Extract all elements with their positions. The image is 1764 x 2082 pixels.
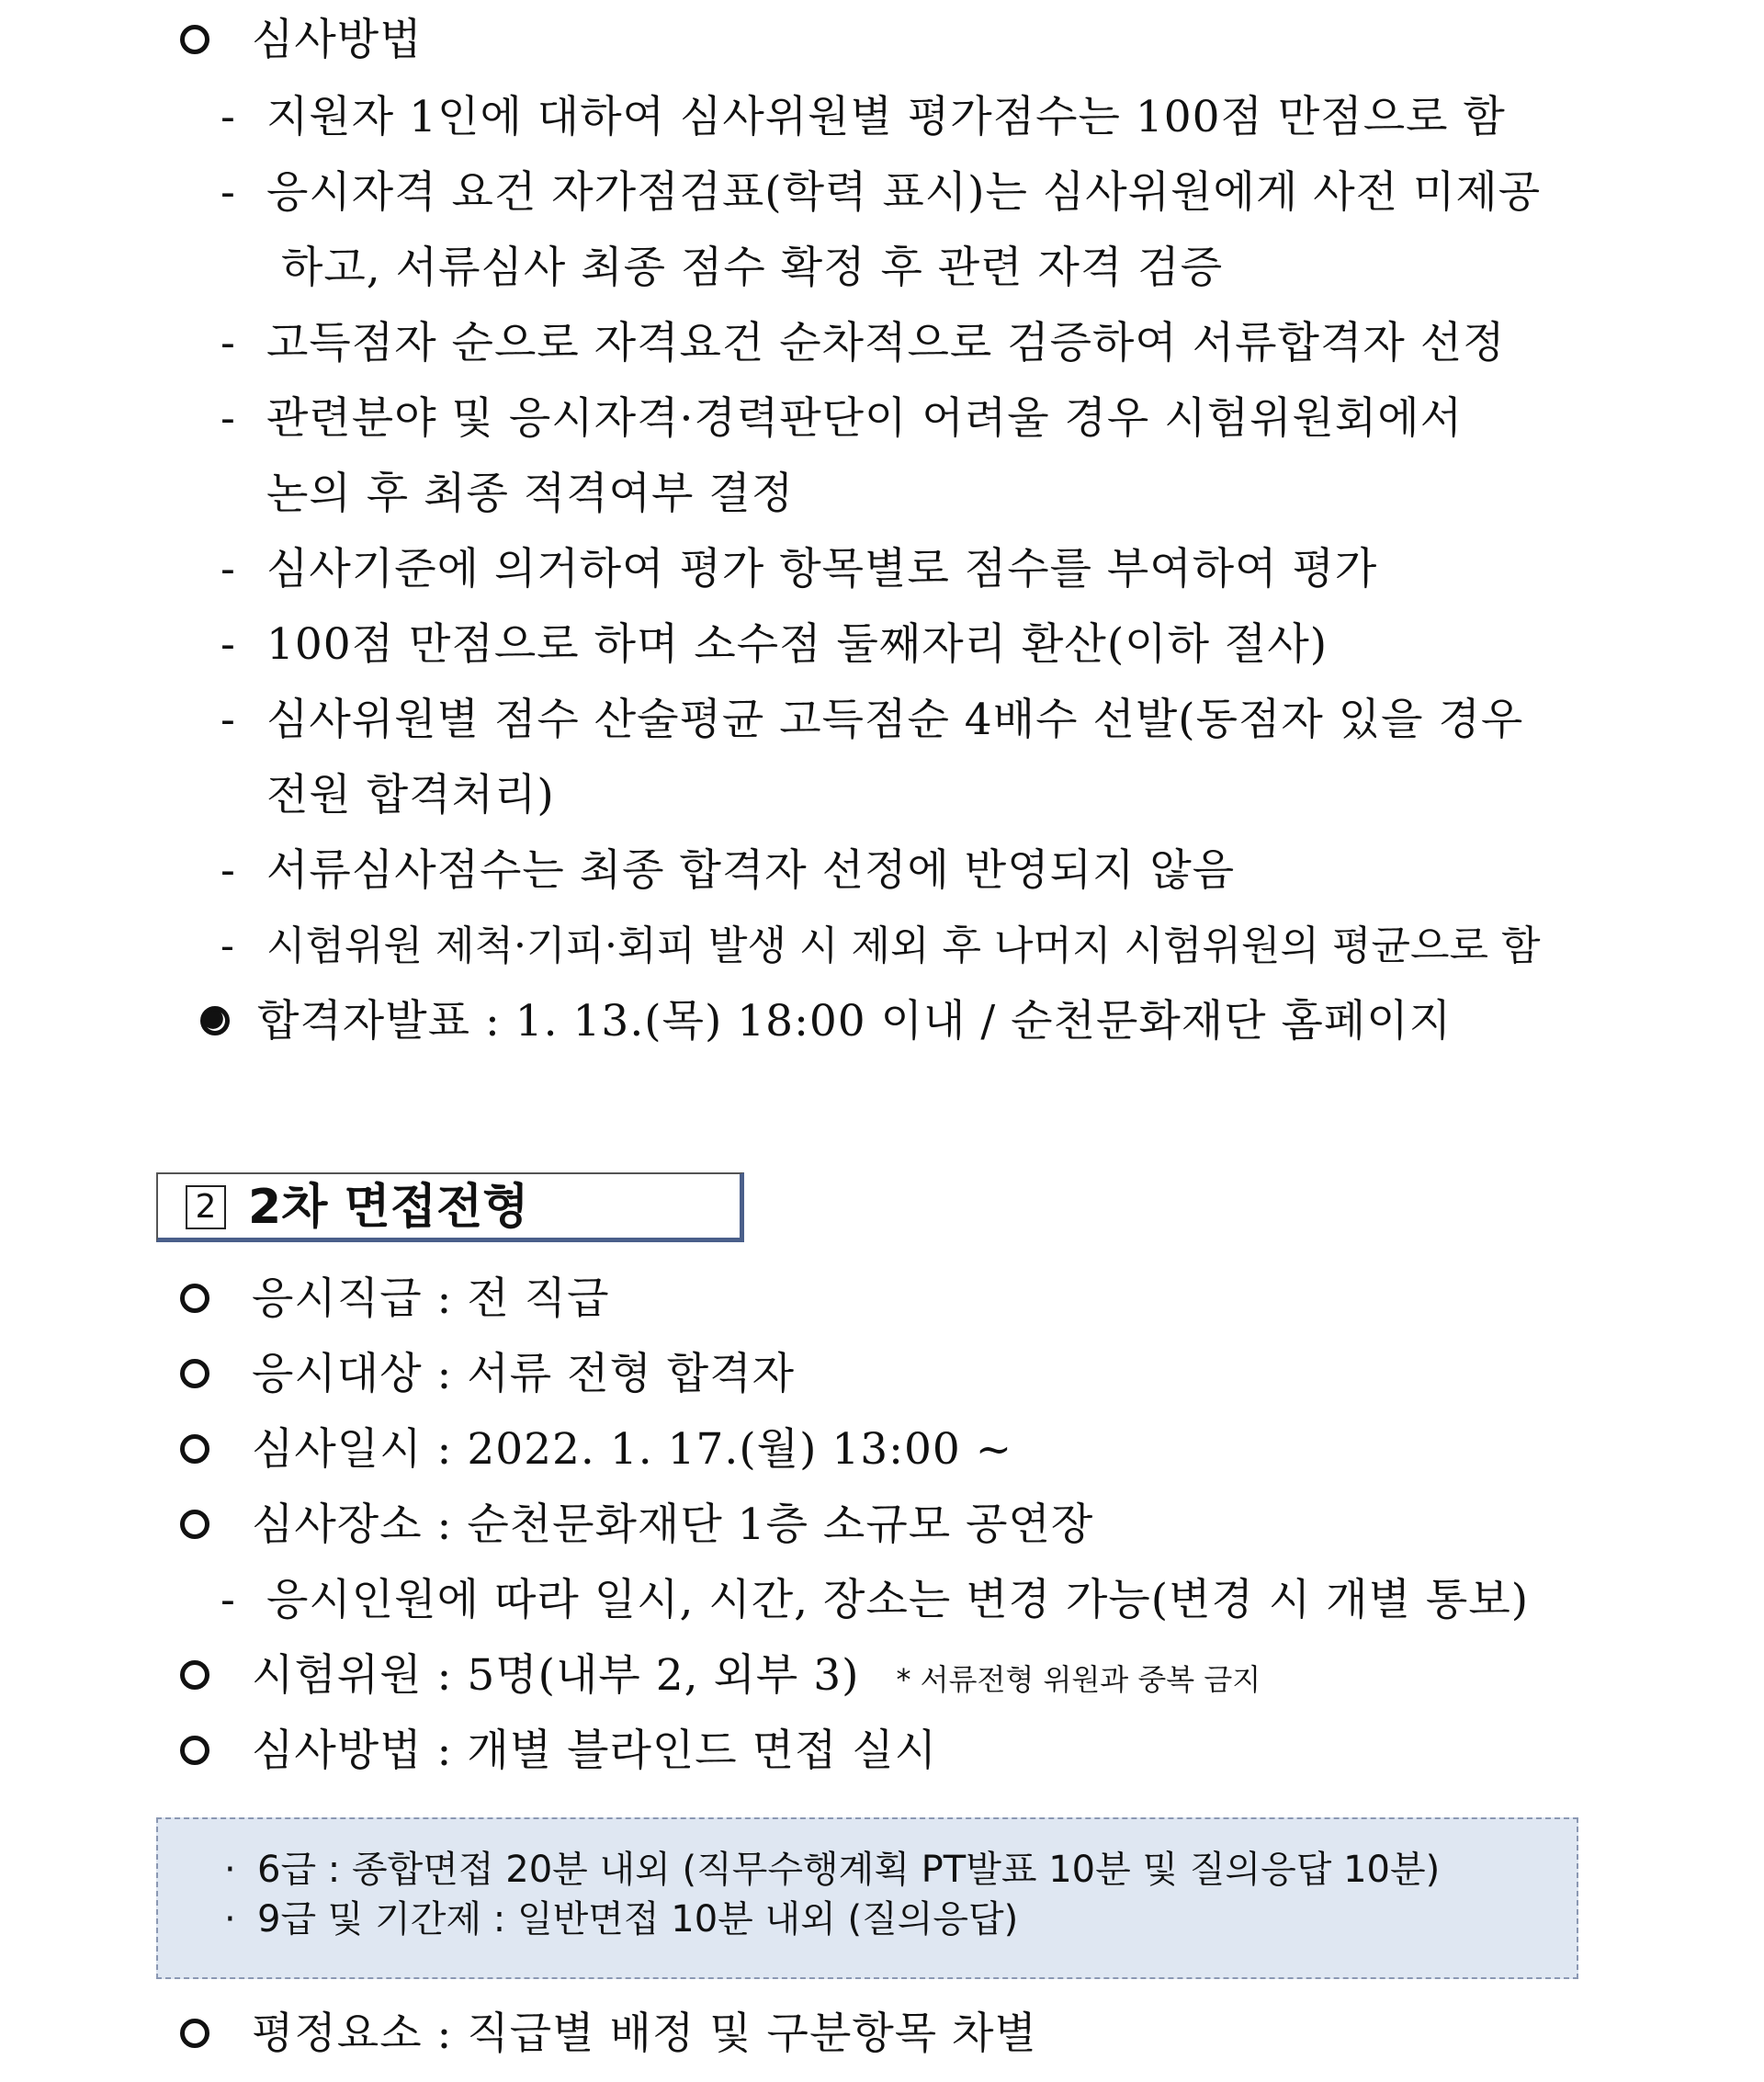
- circle-bullet-icon: [180, 1434, 209, 1464]
- circle-bullet-icon: [180, 1660, 209, 1690]
- list-item: 심사장소 : 순천문화재단 1층 소규모 공연장: [180, 1498, 1093, 1553]
- list-item: - 서류심사점수는 최종 합격자 선정에 반영되지 않음: [220, 845, 1236, 896]
- circle-bullet-icon: [180, 25, 209, 54]
- interview-info-box: [156, 1817, 1578, 1979]
- list-item: 응시직급 : 전 직급: [180, 1272, 609, 1327]
- list-item: - 100점 만점으로 하며 소수점 둘째자리 환산(이하 절사): [220, 619, 1329, 670]
- list-item: - 심사위원별 점수 산술평균 고득점순 4배수 선발(동점자 있을 경우: [220, 695, 1524, 745]
- examiners-note: * 서류전형 위원과 중복 금지: [896, 1662, 1261, 1697]
- list-item: - 고득점자 순으로 자격요건 순차적으로 검증하여 서류합격자 선정: [220, 318, 1506, 368]
- method-heading: 심사방법: [180, 13, 423, 68]
- list-item: - 지원자 1인에 대하여 심사위원별 평가점수는 100점 만점으로 함: [220, 92, 1506, 142]
- filled-circle-bullet-icon: [200, 1006, 230, 1035]
- info-line: · 9급 및 기간제 : 일반면접 10분 내외 (질의응답): [224, 1898, 1019, 1941]
- list-item: - 응시자격 요건 자가점검표(학력 표시)는 심사위원에게 사전 미제공: [220, 167, 1542, 218]
- list-item: 심사일시 : 2022. 1. 17.(월) 13:00 ~: [180, 1422, 1012, 1477]
- list-item: - 심사기준에 의거하여 평가 항목별로 점수를 부여하여 평가: [220, 544, 1378, 594]
- list-item-continuation: 하고, 서류심사 최종 점수 확정 후 관련 자격 검증: [281, 243, 1224, 293]
- section-number: 2: [186, 1185, 226, 1229]
- section-title: 2차 면접전형: [248, 1180, 529, 1235]
- list-item: - 관련분야 및 응시자격·경력판단이 어려울 경우 시험위원회에서: [220, 393, 1464, 444]
- examiners: 시험위원 : 5명(내부 2, 외부 3) * 서류전형 위원과 중복 금지: [180, 1648, 1261, 1707]
- section-header: [156, 1172, 744, 1242]
- list-item: 응시대상 : 서류 전형 합격자: [180, 1347, 795, 1402]
- announcement: 합격자발표 : 1. 13.(목) 18:00 이내 / 순천문화재단 홈페이지: [200, 994, 1452, 1049]
- list-item-continuation: 전원 합격처리): [266, 770, 555, 820]
- circle-bullet-icon: [180, 1359, 209, 1388]
- method: 심사방법 : 개별 블라인드 면접 실시: [180, 1724, 937, 1779]
- sub-note: - 응시인원에 따라 일시, 시간, 장소는 변경 가능(변경 시 개별 통보): [220, 1575, 1530, 1625]
- evaluation: 평정요소 : 직급별 배정 및 구분항목 차별: [180, 2007, 1037, 2062]
- circle-bullet-icon: [180, 1510, 209, 1539]
- circle-bullet-icon: [180, 1284, 209, 1313]
- circle-bullet-icon: [180, 2019, 209, 2048]
- list-item-continuation: 논의 후 최종 적격여부 결정: [266, 469, 795, 519]
- circle-bullet-icon: [180, 1736, 209, 1765]
- info-line: · 6급 : 종합면접 20분 내외 (직무수행계획 PT발표 10분 및 질의응답 10분): [224, 1849, 1441, 1891]
- list-item: - 시험위원 제척·기피·회피 발생 시 제외 후 나머지 시험위원의 평균으로 함: [220, 922, 1541, 969]
